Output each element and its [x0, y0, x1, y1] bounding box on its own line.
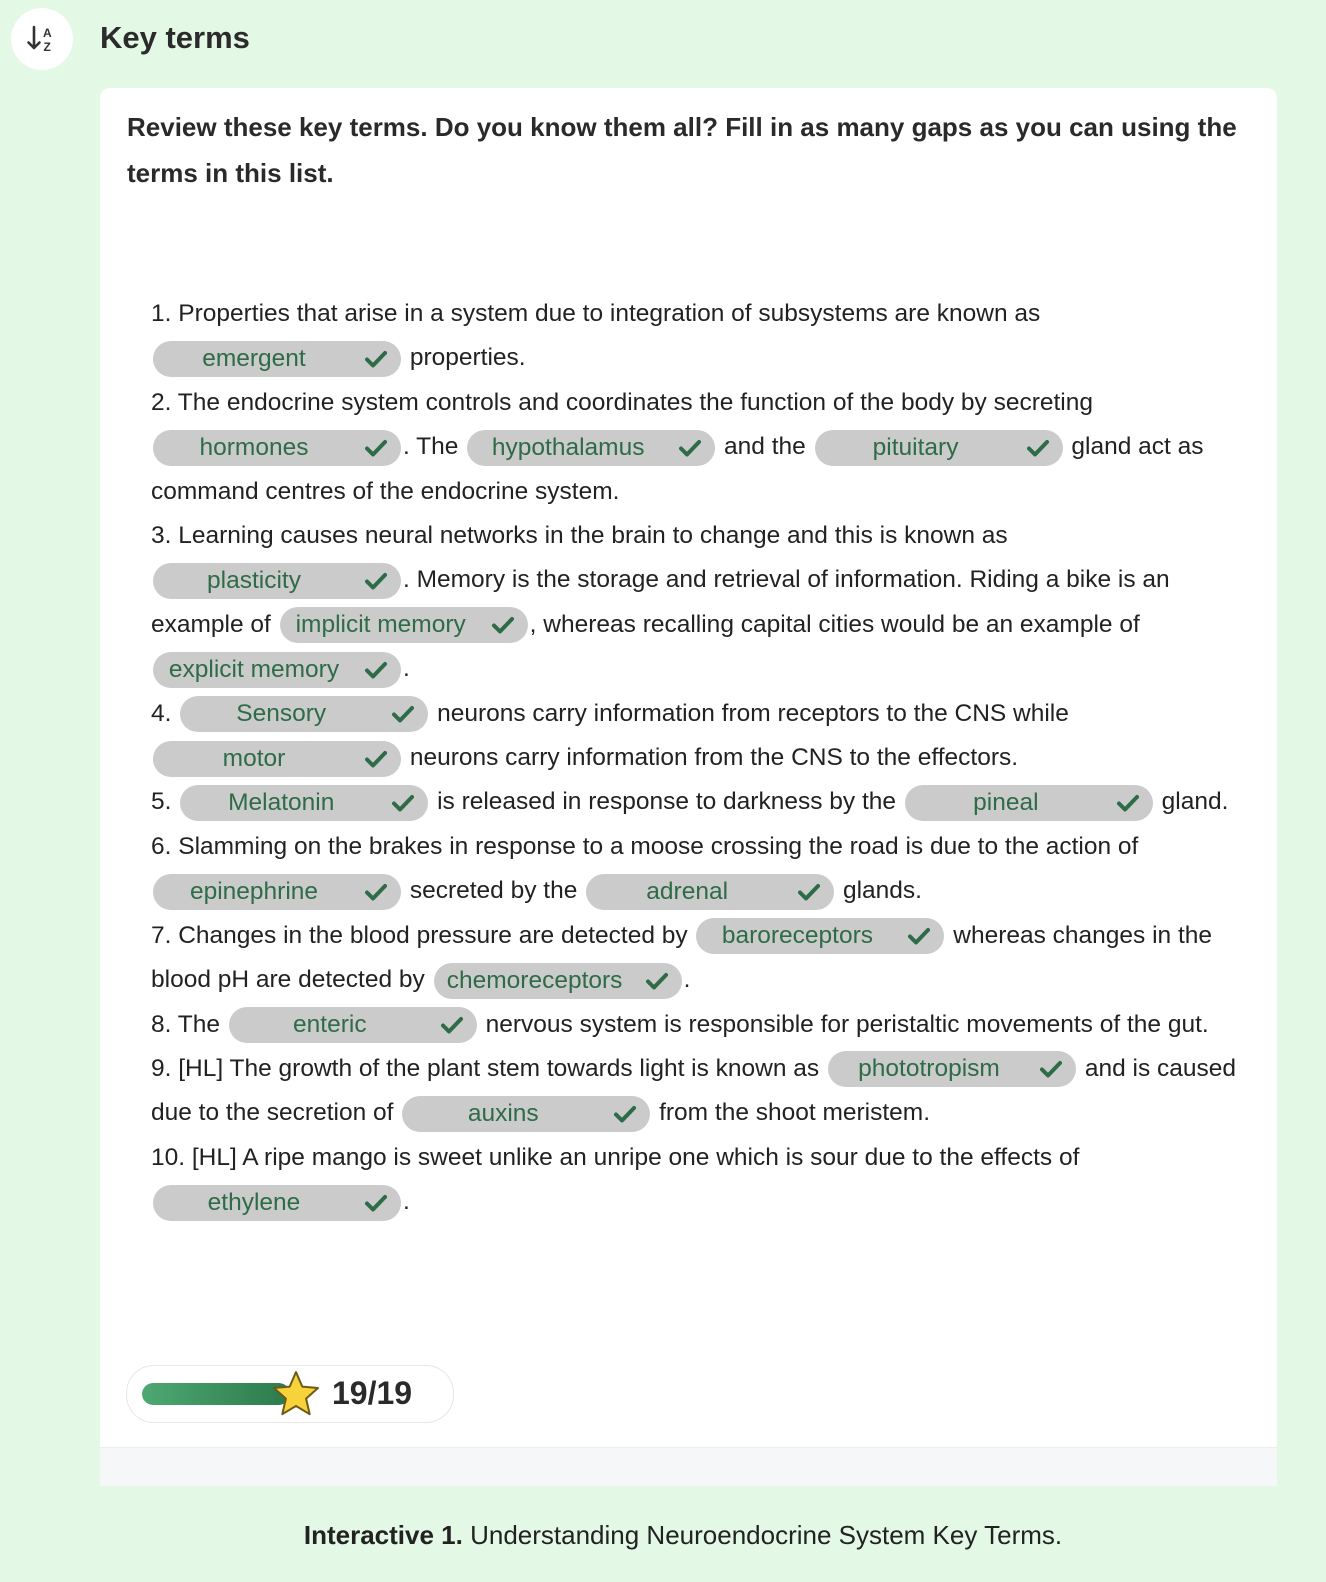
question-text: and the: [724, 433, 806, 461]
question-text: 2. The endocrine system controls and coordinates the function of the body by secreting: [151, 388, 1093, 416]
question-4: [151, 692, 1236, 781]
question-text: gland act as command centres of the endocrine system.: [151, 433, 1204, 505]
question-text: glands.: [842, 877, 922, 905]
checkmark-icon: [614, 1105, 636, 1123]
gap-emergent[interactable]: emergent: [153, 341, 401, 377]
checkmark-icon: [365, 439, 387, 457]
checkmark-icon: [1027, 439, 1049, 457]
question-text: and is caused due to the secretion of: [151, 1054, 1236, 1127]
question-text: is released in response to darkness by the: [437, 788, 897, 816]
checkmark-icon: [392, 794, 414, 812]
gap-pineal[interactable]: pineal: [905, 785, 1153, 821]
figure-caption: [0, 1520, 1326, 1551]
gap-motor[interactable]: motor: [153, 741, 401, 777]
question-8: [151, 1003, 1236, 1047]
progress-bar: [142, 1383, 290, 1405]
question-text: 1. Properties that arise in a system due to integration of subsystems are known as: [151, 300, 1041, 327]
question-2: [151, 381, 1236, 514]
checkmark-icon: [798, 883, 820, 901]
checkmark-icon: [365, 572, 387, 590]
gap-auxins[interactable]: auxins: [402, 1096, 650, 1132]
questions-list: [151, 292, 1236, 1225]
checkmark-icon: [1117, 794, 1139, 812]
svg-text:A: A: [43, 26, 52, 40]
checkmark-icon: [492, 616, 514, 634]
gap-sensory[interactable]: Sensory: [180, 696, 428, 732]
question-text: 10. [HL] A ripe mango is sweet unlike an unripe one which is sour due to the effects of: [151, 1143, 1080, 1171]
card-footer: [100, 1447, 1277, 1486]
question-text: 4.: [151, 699, 172, 727]
question-1: [151, 292, 1236, 381]
checkmark-icon: [1040, 1060, 1062, 1078]
gap-chemoreceptors[interactable]: chemoreceptors: [434, 963, 682, 999]
question-text: 6. Slamming on the brakes in response to a moose crossing the road is due to the action of: [151, 832, 1139, 860]
question-10: [151, 1136, 1236, 1225]
checkmark-icon: [392, 705, 414, 723]
question-5: [151, 780, 1236, 824]
caption-label: Interactive 1.: [303, 1520, 463, 1550]
checkmark-icon: [365, 350, 387, 368]
gap-phototropism[interactable]: phototropism: [828, 1051, 1076, 1087]
score-indicator: [126, 1365, 454, 1423]
gap-plasticity[interactable]: plasticity: [153, 563, 401, 599]
section-title: Key terms: [100, 20, 250, 55]
caption-text: Understanding Neuroendocrine System Key Terms.: [470, 1520, 1063, 1550]
question-text: 3. Learning causes neural networks in the brain to change and this is known as: [151, 522, 1008, 550]
gap-explicit-memory[interactable]: explicit memory: [153, 652, 401, 688]
question-text: neurons carry information from receptors to the CNS while: [437, 699, 1069, 727]
question-text: 8. The: [151, 1010, 221, 1038]
question-text: from the shoot meristem.: [659, 1099, 931, 1127]
question-6: [151, 825, 1236, 914]
question-7: [151, 914, 1236, 1003]
question-text: nervous system is responsible for peristaltic movements of the gut.: [485, 1010, 1209, 1038]
instructions: Review these key terms. Do you know them all? Fill in as many gaps as you can using the terms in this list.: [127, 112, 1237, 188]
question-text: .: [403, 655, 410, 683]
gap-pituitary[interactable]: pituitary: [815, 430, 1063, 466]
sort-button[interactable]: [11, 8, 73, 70]
checkmark-icon: [365, 750, 387, 768]
checkmark-icon: [646, 972, 668, 990]
question-text: neurons carry information from the CNS to the effectors.: [409, 744, 1019, 772]
question-text: .: [683, 966, 691, 994]
checkmark-icon: [679, 439, 701, 457]
star-icon: [270, 1369, 322, 1419]
question-text: properties.: [409, 344, 526, 372]
gap-adrenal[interactable]: adrenal: [586, 874, 834, 910]
question-text: , whereas recalling capital cities would be an example of: [529, 610, 1140, 638]
gap-hormones[interactable]: hormones: [153, 430, 401, 466]
svg-text:Z: Z: [43, 40, 51, 54]
gap-implicit-memory[interactable]: implicit memory: [280, 607, 528, 643]
progress-fill: [142, 1383, 290, 1405]
checkmark-icon: [365, 883, 387, 901]
gap-enteric[interactable]: enteric: [229, 1007, 477, 1043]
question-text: 7. Changes in the blood pressure are detected by: [151, 921, 688, 949]
sort-alpha-icon: [25, 22, 59, 56]
question-text: . Memory is the storage and retrieval of information. Riding a bike is an example of: [151, 566, 1170, 638]
question-text: whereas changes in the blood pH are detected by: [151, 921, 1213, 994]
question-text: secreted by the: [409, 877, 578, 905]
gap-ethylene[interactable]: ethylene: [153, 1185, 401, 1221]
checkmark-icon: [365, 1194, 387, 1212]
checkmark-icon: [365, 661, 387, 679]
gap-melatonin[interactable]: Melatonin: [180, 785, 428, 821]
gap-baroreceptors[interactable]: baroreceptors: [696, 918, 944, 954]
question-9: [151, 1047, 1236, 1136]
gap-hypothalamus[interactable]: hypothalamus: [467, 430, 715, 466]
checkmark-icon: [441, 1016, 463, 1034]
question-text: 5.: [151, 788, 172, 816]
checkmark-icon: [908, 927, 930, 945]
question-text: gland.: [1161, 788, 1229, 816]
question-text: .: [403, 1188, 410, 1216]
question-text: 9. [HL] The growth of the plant stem towards light is known as: [151, 1054, 820, 1082]
question-text: . The: [403, 433, 459, 461]
score-text: 19/19: [332, 1375, 413, 1411]
exercise-card: [100, 88, 1277, 1486]
header: [0, 0, 1326, 80]
question-3: [151, 514, 1236, 692]
gap-epinephrine[interactable]: epinephrine: [153, 874, 401, 910]
